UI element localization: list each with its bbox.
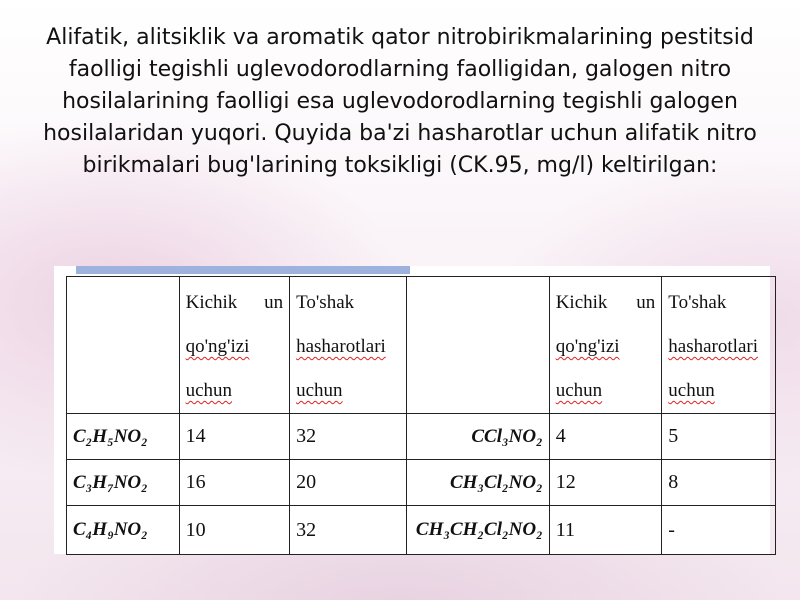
value-cell: 10 (179, 506, 290, 555)
toxicity-table (66, 276, 776, 555)
table-row (67, 414, 776, 460)
value-cell: 5 (662, 414, 776, 460)
formula-cell: CH₃CH₂Cl₂NO₂ (406, 506, 549, 555)
table-row (67, 506, 776, 555)
value-cell: 4 (549, 414, 662, 460)
header-empty-right (406, 277, 549, 414)
value-cell: - (662, 506, 776, 555)
value-cell: 11 (549, 506, 662, 555)
value-cell: 8 (662, 460, 776, 506)
header-empty-left (67, 277, 180, 414)
intro-paragraph: Alifatik, alitsiklik va aromatik qator nitrobirikmalarining pestitsid faolligi tegishli uglevodorodlarning faolligidan, galogen nitro hosilalarining faolligi esa uglevodorodlarning tegishli galogen hosilalaridan yuqori. Quyida ba'zi hasharotlar uchun alifatik nitro birikmalari bug'larining toksikligi (CK.95, mg/l) keltirilgan: (43, 25, 757, 178)
value-cell: 16 (179, 460, 290, 506)
value-cell: 12 (549, 460, 662, 506)
header-left-kichik: Kichik un qo'ng'izi uchun (179, 277, 290, 414)
formula-cell: CCl₃NO₂ (406, 414, 549, 460)
value-cell: 32 (290, 506, 407, 555)
header-left-toshak: To'shak hasharotlari uchun (290, 277, 407, 414)
formula-cell: C₃H₇NO₂ (67, 460, 180, 506)
header-right-kichik: Kichik un qo'ng'izi uchun (549, 277, 662, 414)
value-cell: 14 (179, 414, 290, 460)
header-right-toshak: To'shak hasharotlari uchun (662, 277, 776, 414)
formula-cell: C₂H₅NO₂ (67, 414, 180, 460)
decorative-bar (76, 266, 410, 274)
table-row (67, 460, 776, 506)
value-cell: 32 (290, 414, 407, 460)
formula-cell: CH₃Cl₂NO₂ (406, 460, 549, 506)
table-header-row (67, 277, 776, 414)
value-cell: 20 (290, 460, 407, 506)
formula-cell: C₄H₉NO₂ (67, 506, 180, 555)
